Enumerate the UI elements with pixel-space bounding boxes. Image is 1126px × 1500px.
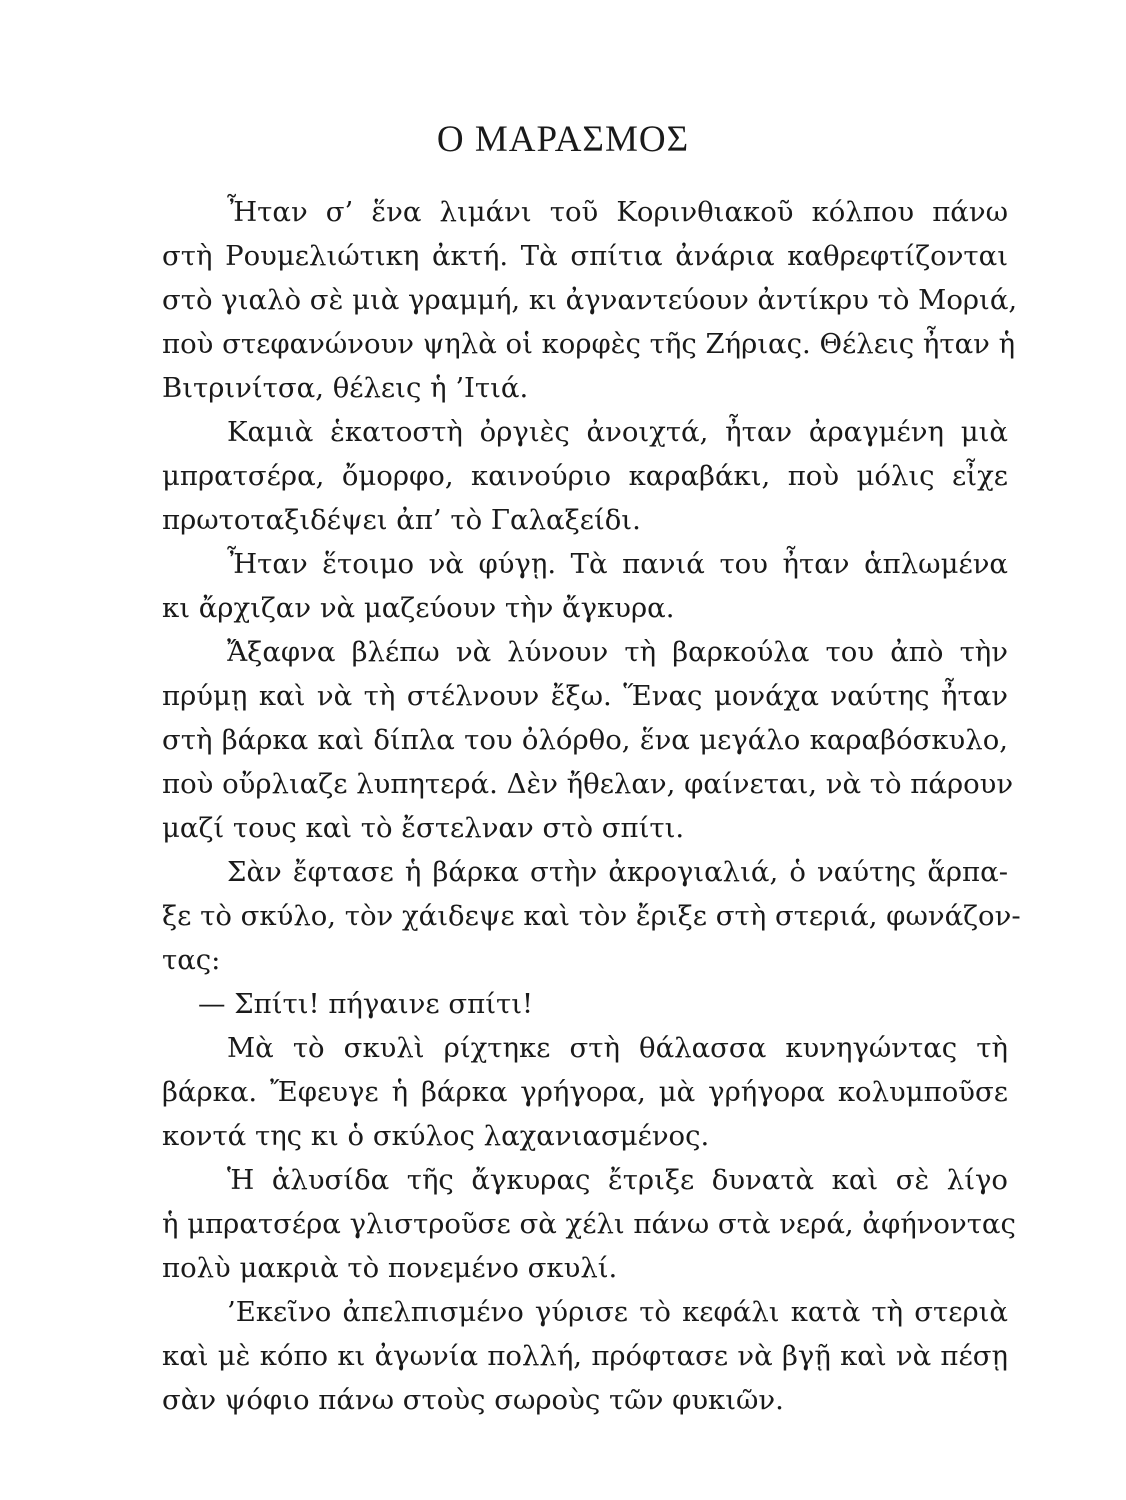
text-line: μπρατσέρα, ὄμορφο, καινούριο καραβάκι, ποὺ μόλις εἶχε — [162, 460, 1008, 492]
text-line: Καμιὰ ἑκατοστὴ ὀργιὲς ἀνοιχτά, ἦταν ἀραγμένη μιὰ — [227, 416, 1008, 448]
text-line: Μὰ τὸ σκυλὶ ρίχτηκε στὴ θάλασσα κυνηγώντας τὴ — [227, 1032, 1008, 1064]
text-line: πρύμῃ καὶ νὰ τὴ στέλνουν ἔξω. Ἕνας μονάχα ναύτης ἦταν — [162, 680, 1008, 712]
text-line: ἡ μπρατσέρα γλιστροῦσε σὰ χέλι πάνω στὰ νερά, ἀφήνοντας — [162, 1208, 1016, 1240]
text-line: Σὰν ἔφτασε ἡ βάρκα στὴν ἀκρογιαλιά, ὁ ναύτης ἅρπα- — [227, 856, 1008, 888]
text-line: ’Εκεῖνο ἀπελπισμένο γύρισε τὸ κεφάλι κατὰ τὴ στεριὰ — [227, 1296, 1008, 1328]
text-line: Ἡ ἁλυσίδα τῆς ἄγκυρας ἔτριξε δυνατὰ καὶ σὲ λίγο — [227, 1164, 1008, 1196]
text-line: στὸ γιαλὸ σὲ μιὰ γραμμή, κι ἀγναντεύουν ἀντίκρυ τὸ Μοριά, — [162, 284, 1018, 316]
chapter-title: Ο ΜΑΡΑΣΜΟΣ — [436, 119, 690, 160]
text-line: πρωτοταξιδέψει ἀπ’ τὸ Γαλαξείδι. — [162, 504, 641, 536]
text-line: Ἦταν σ’ ἕνα λιμάνι τοῦ Κορινθιακοῦ κόλπου πάνω — [227, 196, 1008, 228]
text-line: Ἄξαφνα βλέπω νὰ λύνουν τὴ βαρκούλα του ἀπὸ τὴν — [227, 636, 1008, 668]
text-line: κι ἄρχιζαν νὰ μαζεύουν τὴν ἄγκυρα. — [162, 592, 675, 624]
text-line: ξε τὸ σκύλο, τὸν χάιδεψε καὶ τὸν ἔριξε στὴ στεριά, φωνάζον- — [162, 900, 1021, 932]
text-line: ποὺ οὔρλιαζε λυπητερά. Δὲν ἤθελαν, φαίνεται, νὰ τὸ πάρουν — [162, 768, 1014, 800]
text-line: καὶ μὲ κόπο κι ἀγωνία πολλή, πρόφτασε νὰ βγῇ καὶ νὰ πέσῃ — [162, 1340, 1008, 1372]
text-line: κοντά της κι ὁ σκύλος λαχανιασμένος. — [162, 1120, 710, 1152]
text-line: βάρκα. Ἔφευγε ἡ βάρκα γρήγορα, μὰ γρήγορα κολυμποῦσε — [162, 1076, 1008, 1108]
text-line: Ἦταν ἕτοιμο νὰ φύγῃ. Τὰ πανιά του ἦταν ἁπλωμένα — [227, 548, 1008, 580]
text-line: σὰν ψόφιο πάνω στοὺς σωροὺς τῶν φυκιῶν. — [162, 1384, 784, 1416]
text-line: στὴ Ρουμελιώτικη ἀκτή. Τὰ σπίτια ἀνάρια καθρεφτίζονται — [162, 240, 1008, 272]
text-line: Βιτρινίτσα, θέλεις ἡ ’Ιτιά. — [162, 372, 529, 404]
dialogue-line: — Σπίτι! πήγαινε σπίτι! — [198, 988, 534, 1020]
text-line: στὴ βάρκα καὶ δίπλα του ὀλόρθο, ἕνα μεγάλο καραβόσκυλο, — [162, 724, 1008, 756]
text-line: τας: — [162, 944, 221, 976]
text-line: μαζί τους καὶ τὸ ἔστελναν στὸ σπίτι. — [162, 812, 685, 844]
text-line: ποὺ στεφανώνουν ψηλὰ οἱ κορφὲς τῆς Ζήριας. Θέλεις ἦταν ἡ — [162, 328, 1016, 360]
text-line: πολὺ μακριὰ τὸ πονεμένο σκυλί. — [162, 1252, 618, 1284]
